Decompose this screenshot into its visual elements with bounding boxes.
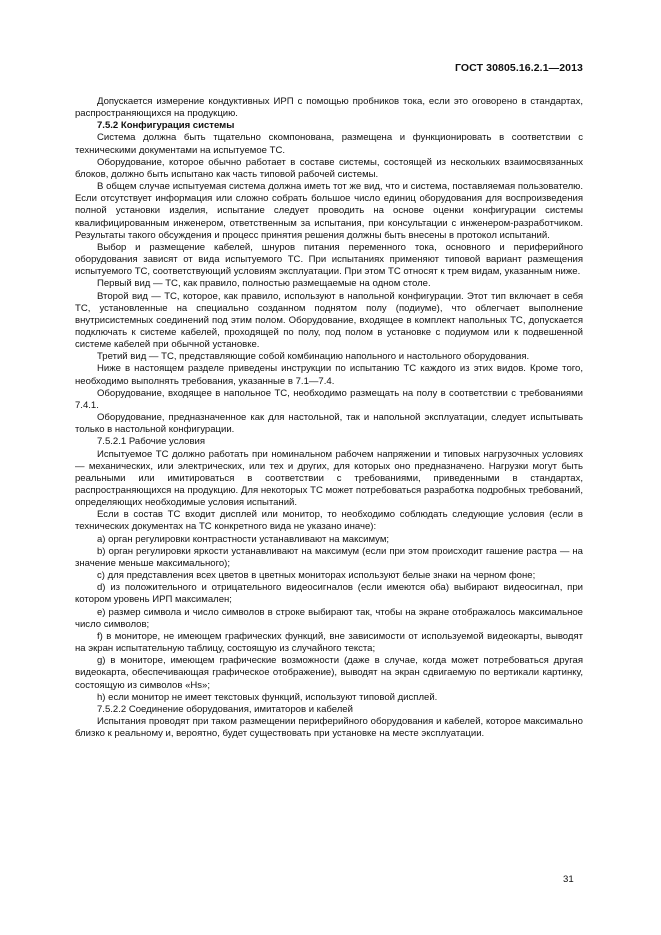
- list-item-c: c) для представления всех цветов в цветных мониторах используют белые знаки на черном фоне;: [97, 570, 536, 582]
- paragraph: Ниже в настоящем разделе приведены инструкции по испытанию ТС каждого из этих видов. Кроме того, необходимо выполнять требования, указанные в 7.1—7.4.: [75, 363, 583, 387]
- list-item-e: е) размер символа и число символов в строке выбирают так, чтобы на экране отображалось максимальное число символов;: [75, 606, 583, 630]
- paragraph-current-probes: Допускается измерение кондуктивных ИРП с помощью пробников тока, если это оговорено в стандартах, распространяющихся на продукцию.: [75, 96, 583, 120]
- subsection-heading-7-5-2-2: 7.5.2.2 Соединение оборудования, имитаторов и кабелей: [97, 703, 353, 715]
- document-body: [75, 96, 583, 740]
- paragraph: Если в состав ТС входит дисплей или монитор, то необходимо соблюдать следующие условия (если в технических документах на ТС конкретного вида не указано иначе):: [75, 509, 583, 533]
- paragraph: Второй вид — ТС, которое, как правило, используют в напольной конфигурации. Этот тип включает в себя ТС, установленные на специально созданном поднятом полу (подиуме), что облегчает выполнение внутрисистемных соединений под этим полом. Оборудование, входящее в комплект напольных ТС, допускается подключать к системе кабелей, проходящей по полу, под полом в установке с подиумом или к подвешенной системе кабелей при обычной установке.: [75, 290, 583, 351]
- paragraph: Выбор и размещение кабелей, шнуров питания переменного тока, основного и периферийного оборудования зависят от вида испытуемого ТС. При испытаниях применяют типовой вариант размещения испытуемого ТС, соответствующий условиям эксплуатации. При этом ТС относят к трем видам, указанным ниже.: [75, 241, 583, 278]
- paragraph: Испытуемое ТС должно работать при номинальном рабочем напряжении и типовых нагрузочных условиях — механических, или электрических, или тех и других, для которых оно предназначено. Нагрузки могут быть реальными или имитироваться в соответствии с требованиями, приведенными в стандартах, распространяющихся на продукцию. Для некоторых ТС может потребоваться разработка подробных требований, определяющих необходимые условия испытаний.: [75, 448, 583, 509]
- subsection-heading-7-5-2-1: 7.5.2.1 Рабочие условия: [97, 436, 206, 448]
- list-item-h: h) если монитор не имеет текстовых функций, используют типовой дисплей.: [97, 691, 438, 703]
- paragraph: Оборудование, входящее в напольное ТС, необходимо размещать на полу в соответствии с требованиями 7.4.1.: [75, 387, 583, 411]
- section-heading-7-5-2: 7.5.2 Конфигурация системы: [97, 120, 235, 132]
- paragraph: Оборудование, предназначенное как для настольной, так и напольной эксплуатации, следует испытывать только в настольной конфигурации.: [75, 412, 583, 436]
- standard-header: ГОСТ 30805.16.2.1—2013: [455, 62, 583, 74]
- paragraph: Испытания проводят при таком размещении периферийного оборудования и кабелей, которое максимально близко к реальному и, вероятно, будет существовать при установке на месте эксплуатации.: [75, 715, 583, 740]
- paragraph: Третий вид — ТС, представляющие собой комбинацию напольного и настольного оборудования.: [97, 351, 530, 363]
- paragraph: Оборудование, которое обычно работает в составе системы, состоящей из нескольких взаимосвязанных блоков, должно быть испытано как часть типовой рабочей системы.: [75, 156, 583, 180]
- paragraph: Система должна быть тщательно скомпонована, размещена и функционировать в соответствии с техническими документами на испытуемое ТС.: [75, 132, 583, 156]
- list-item-d: d) из положительного и отрицательного видеосигналов (если имеются оба) выбирают видеосигнал, при котором уровень ИРП максимален;: [75, 582, 583, 606]
- list-item-a: а) орган регулировки контрастности устанавливают на максимум;: [97, 533, 390, 545]
- page-number: 31: [563, 874, 574, 885]
- paragraph: Первый вид — ТС, как правило, полностью размещаемые на одном столе.: [97, 278, 431, 290]
- list-item-f: f) в мониторе, не имеющем графических функций, вне зависимости от используемой видеокарты, выводят на экран испытательную таблицу, состоящую из случайного текста;: [75, 630, 583, 655]
- paragraph: В общем случае испытуемая система должна иметь тот же вид, что и система, поставляемая пользователю. Если отсутствует информация или сложно собрать большое число единиц оборудования для воспроизведения полной установки изделия, испытание следует проводить на основе оценки конфигурации системы квалифицированным инженером, ответственным за испытания, при консультации с инженером-разработчиком. Результаты такого обсуждения и процесс принятия решения должны быть внесены в протокол испытаний.: [75, 181, 583, 241]
- list-item-b: b) орган регулировки яркости устанавливают на максимум (если при этом происходит гашение растра — на значение меньше максимального);: [75, 545, 583, 569]
- list-item-g: g) в мониторе, имеющем графические возможности (даже в случае, когда может потребоваться другая видеокарта, обеспечивающая графическое отображение), выводят на экран сдвигаемую по вертикали картинку, состоящую из символов «Hs»;: [75, 655, 583, 691]
